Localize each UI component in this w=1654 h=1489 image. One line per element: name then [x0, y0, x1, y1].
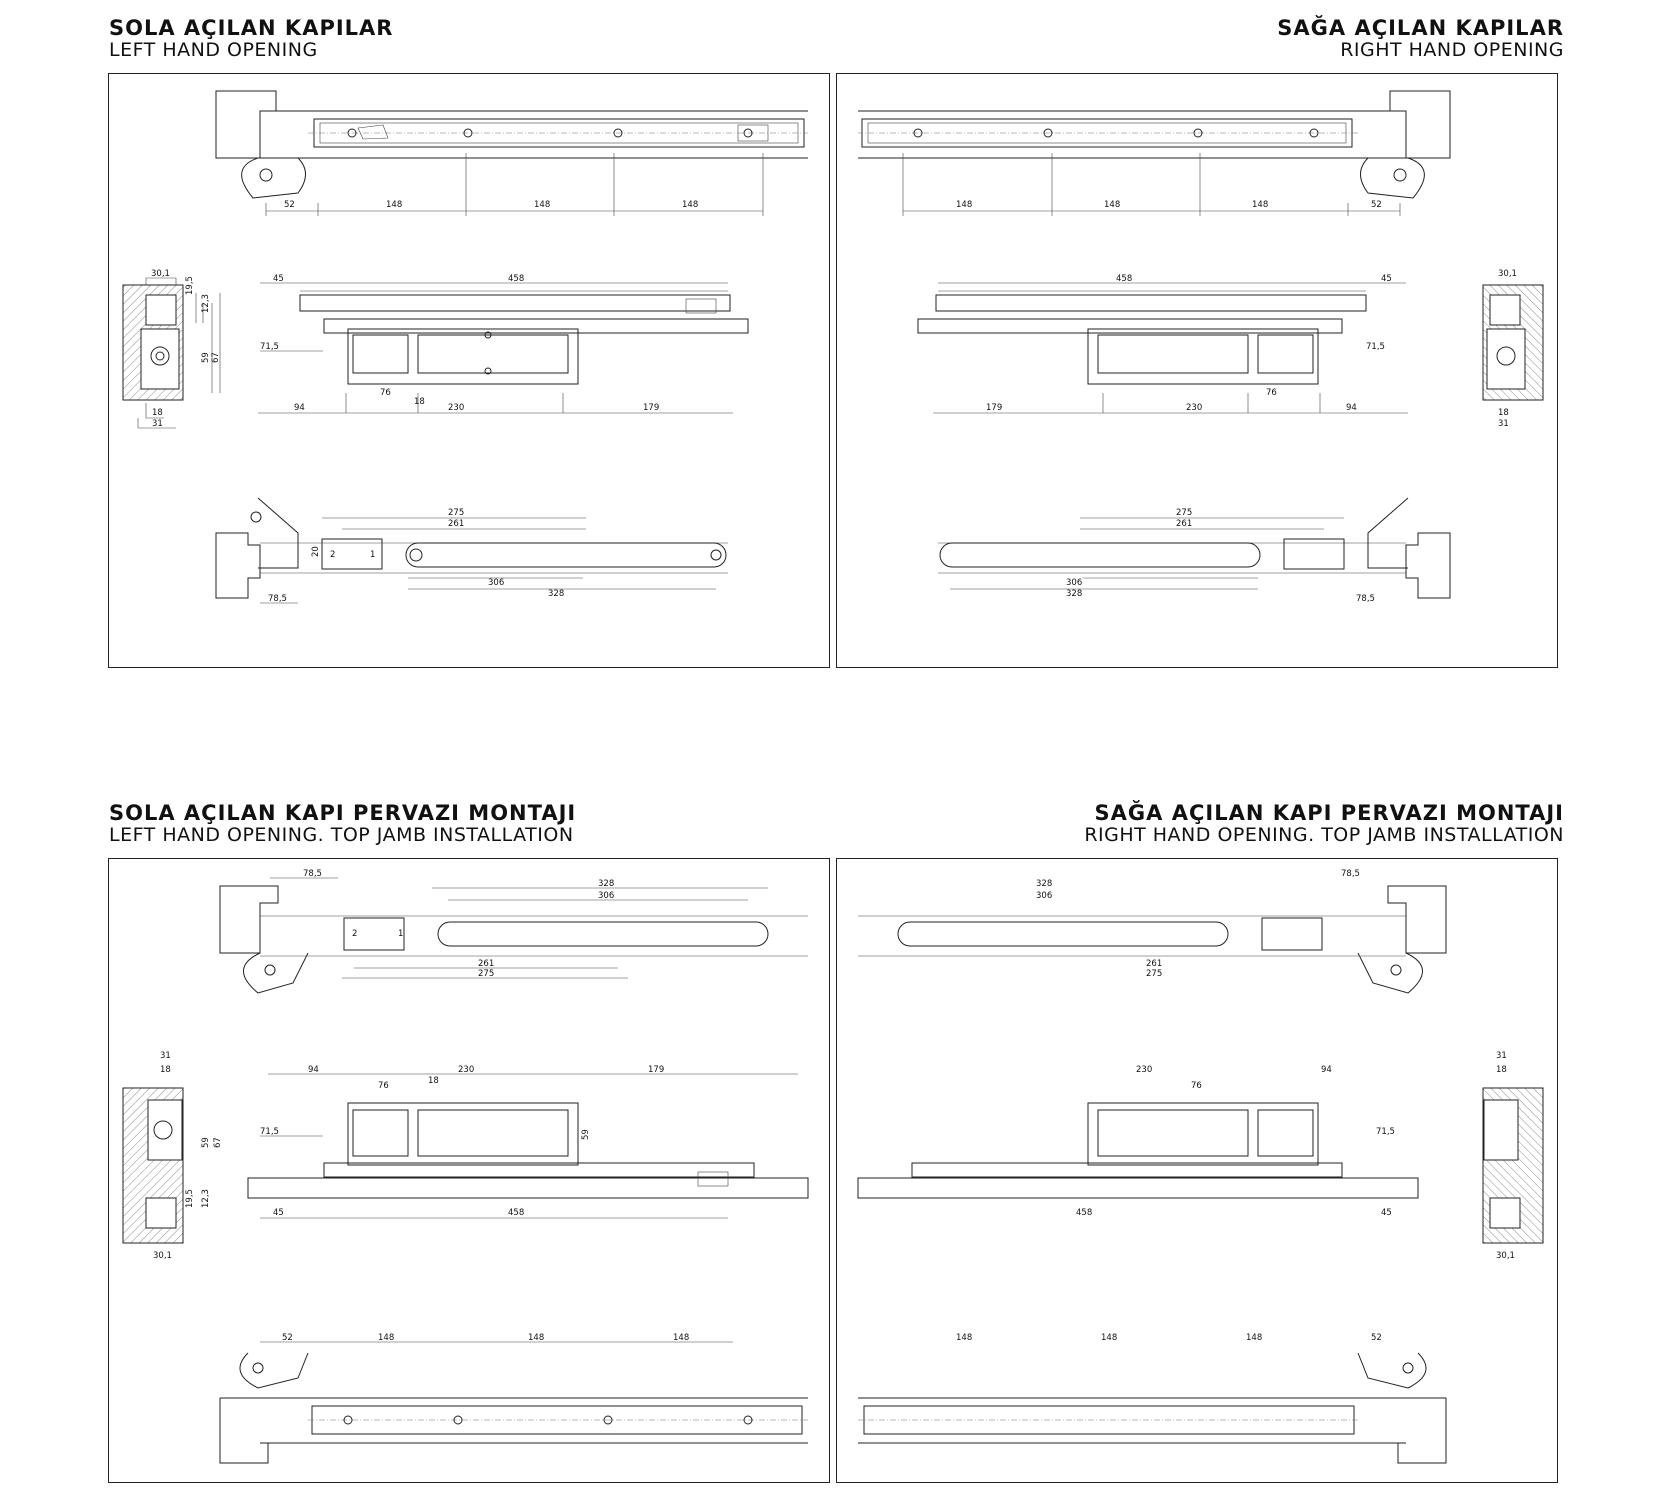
- dim-328: 328: [1066, 589, 1083, 599]
- dim-94: 94: [308, 1065, 319, 1075]
- section-title: SOLA AÇILAN KAPI PERVAZI MONTAJI: [109, 801, 577, 825]
- dim-230: 230: [1186, 403, 1203, 413]
- dim-328: 328: [1036, 879, 1053, 889]
- dim-94: 94: [294, 403, 305, 413]
- dim-31: 31: [1498, 419, 1509, 429]
- dim-275: 275: [1146, 969, 1163, 979]
- dim-458: 458: [508, 1208, 525, 1218]
- dim-261: 261: [1176, 519, 1193, 529]
- arm-slide: [406, 543, 726, 567]
- dim-67: 67: [211, 352, 221, 363]
- dim-179: 179: [643, 403, 660, 413]
- dim-71-5: 71,5: [1376, 1127, 1395, 1137]
- dim-306: 306: [598, 891, 615, 901]
- section-title: SOLA AÇILAN KAPILAR: [109, 16, 394, 40]
- arm-view-top: [220, 869, 808, 993]
- rail-dimensions: [266, 153, 763, 216]
- dim-148: 148: [386, 200, 403, 210]
- dim-230: 230: [458, 1065, 475, 1075]
- dim-45: 45: [1381, 274, 1392, 284]
- dim-31: 31: [152, 419, 163, 429]
- side-section: [123, 269, 221, 429]
- dim-148: 148: [1246, 1333, 1263, 1343]
- dim-71-5: 71,5: [260, 1127, 279, 1137]
- dim-76: 76: [380, 388, 391, 398]
- dim-230: 230: [1136, 1065, 1153, 1075]
- dim-76: 76: [378, 1081, 389, 1091]
- dim-148: 148: [673, 1333, 690, 1343]
- dim-18: 18: [1498, 408, 1509, 418]
- panel-frame: [837, 859, 1558, 1483]
- dim-18: 18: [152, 408, 163, 418]
- dim-59b: 59: [581, 1129, 591, 1140]
- panel-frame: [109, 74, 830, 668]
- dim-148: 148: [534, 200, 551, 210]
- door-frame-profile: [216, 91, 276, 158]
- dim-306: 306: [1036, 891, 1053, 901]
- dim-12-3: 12,3: [201, 294, 211, 313]
- dim-18b: 18: [414, 397, 425, 407]
- dim-45: 45: [273, 1208, 284, 1218]
- dim-148: 148: [1104, 200, 1121, 210]
- arm-label-2: 2: [330, 550, 336, 560]
- dim-275: 275: [1176, 508, 1193, 518]
- dim-52: 52: [282, 1333, 293, 1343]
- section-subtitle: RIGHT HAND OPENING. TOP JAMB INSTALLATION: [1084, 824, 1564, 847]
- header-top-left: [109, 16, 393, 62]
- dim-12-3: 12,3: [201, 1189, 211, 1208]
- dim-148: 148: [956, 1333, 973, 1343]
- dim-19-5: 19,5: [185, 1189, 195, 1208]
- closer-body: [348, 329, 578, 384]
- dim-76: 76: [1191, 1081, 1202, 1091]
- dim-52: 52: [1371, 1333, 1382, 1343]
- dim-148: 148: [682, 200, 699, 210]
- dim-18: 18: [1496, 1065, 1507, 1075]
- dim-148: 148: [528, 1333, 545, 1343]
- dim-458: 458: [508, 274, 525, 284]
- dim-230: 230: [448, 403, 465, 413]
- dim-458: 458: [1116, 274, 1133, 284]
- dim-94: 94: [1321, 1065, 1332, 1075]
- dim-18: 18: [160, 1065, 171, 1075]
- dim-78-5: 78,5: [1356, 594, 1375, 604]
- dim-148: 148: [956, 200, 973, 210]
- panel-frame: [109, 859, 830, 1483]
- dim-31: 31: [160, 1051, 171, 1061]
- dim-30-1: 30,1: [153, 1251, 172, 1261]
- header-bottom-left: [109, 801, 576, 847]
- arm-label-2: 2: [352, 929, 358, 939]
- panel-top-left: [108, 73, 830, 668]
- dim-275: 275: [478, 969, 495, 979]
- dim-261: 261: [448, 519, 465, 529]
- dim-71-5: 71,5: [1366, 342, 1385, 352]
- dim-31: 31: [1496, 1051, 1507, 1061]
- header-top-right: [1277, 16, 1564, 62]
- dim-148: 148: [378, 1333, 395, 1343]
- dim-45: 45: [273, 274, 284, 284]
- rail-top-view: [216, 91, 808, 216]
- header-bottom-right: [1084, 801, 1564, 847]
- dim-458: 458: [1076, 1208, 1093, 1218]
- panel-frame: [837, 74, 1558, 668]
- dim-179: 179: [648, 1065, 665, 1075]
- dim-20: 20: [311, 546, 321, 557]
- closer-front-view: [258, 274, 748, 413]
- panel-bottom-left: [108, 858, 830, 1483]
- dim-59: 59: [201, 1137, 211, 1148]
- dim-30-1: 30,1: [1498, 269, 1517, 279]
- dim-179: 179: [986, 403, 1003, 413]
- arm-view: [216, 498, 728, 604]
- section-title: SAĞA AÇILAN KAPI PERVAZI MONTAJI: [1094, 801, 1564, 825]
- dimensions: [956, 869, 1515, 1343]
- dim-94: 94: [1346, 403, 1357, 413]
- section-subtitle: LEFT HAND OPENING: [109, 39, 318, 62]
- dim-261: 261: [478, 959, 495, 969]
- rail-bottom-view: [220, 1333, 808, 1463]
- section-subtitle: LEFT HAND OPENING. TOP JAMB INSTALLATION: [109, 824, 574, 847]
- dim-18b: 18: [428, 1076, 439, 1086]
- arm-label-1: 1: [398, 929, 404, 939]
- dim-59: 59: [201, 352, 211, 363]
- panel-bottom-right: [836, 858, 1558, 1483]
- dim-52: 52: [1371, 200, 1382, 210]
- pivot-icon: [260, 169, 272, 181]
- dim-148: 148: [1101, 1333, 1118, 1343]
- door-frame-profile: [216, 533, 260, 598]
- dim-76: 76: [1266, 388, 1277, 398]
- dim-306: 306: [488, 578, 505, 588]
- side-section: [123, 1051, 223, 1261]
- section-title: SAĞA AÇILAN KAPILAR: [1277, 16, 1564, 40]
- dim-67: 67: [213, 1137, 223, 1148]
- dim-71-5: 71,5: [260, 342, 279, 352]
- arm-label-1: 1: [370, 550, 376, 560]
- dim-261: 261: [1146, 959, 1163, 969]
- section-subtitle: RIGHT HAND OPENING: [1340, 39, 1564, 62]
- dim-328: 328: [598, 879, 615, 889]
- panel-top-right: [836, 73, 1558, 668]
- dim-30-1: 30,1: [1496, 1251, 1515, 1261]
- dim-19-5: 19,5: [185, 276, 195, 295]
- dim-306: 306: [1066, 578, 1083, 588]
- dim-148: 148: [1252, 200, 1269, 210]
- dim-328: 328: [548, 589, 565, 599]
- dim-30-1: 30,1: [151, 269, 170, 279]
- mounting-plate: [300, 295, 730, 311]
- closer-front-view: [248, 1065, 808, 1218]
- dim-78-5: 78,5: [1341, 869, 1360, 879]
- dim-45: 45: [1381, 1208, 1392, 1218]
- dim-78-5: 78,5: [268, 594, 287, 604]
- dim-78-5: 78,5: [303, 869, 322, 879]
- dim-275: 275: [448, 508, 465, 518]
- dim-52: 52: [284, 200, 295, 210]
